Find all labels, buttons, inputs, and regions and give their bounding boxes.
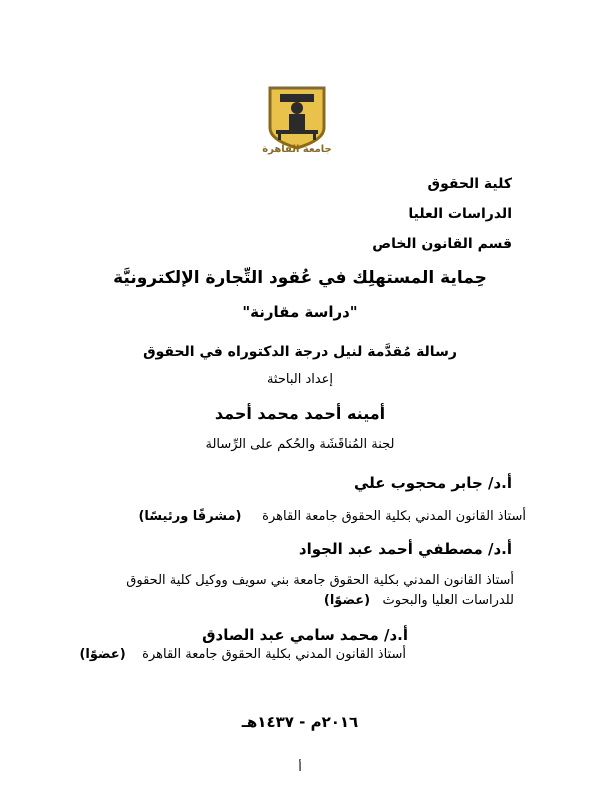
member-position: أستاذ القانون المدني بكلية الحقوق جامعة بني سويف ووكيل كلية الحقوق [126, 573, 514, 588]
committee-member-affiliation [324, 593, 514, 608]
committee-member-affiliation [79, 647, 406, 662]
thesis-date: ٢٠١٦م - ١٤٣٧هـ [241, 713, 359, 731]
department-name: قسم القانون الخاص [372, 236, 512, 252]
member-position: أستاذ القانون المدني بكلية الحقوق جامعة القاهرة [262, 509, 526, 524]
committee-member-name: أ.د/ محمد سامي عبد الصادق [202, 626, 408, 644]
university-logo [262, 84, 332, 160]
thesis-statement: رسالة مُقدَّمة لنيل درجة الدكتوراه في الحقوق [143, 344, 457, 360]
thesis-title: حِماية المستهلِك في عُقود التِّجارة الإلكترونيَّة [113, 268, 487, 288]
member-position-cont: للدراسات العليا والبحوث [382, 593, 514, 608]
member-role: (عضوًا) [323, 593, 371, 608]
page-number: أ [298, 760, 302, 774]
logo-caption: جامعة القاهرة [262, 144, 332, 155]
committee-member-name: أ.د/ مصطفي أحمد عبد الجواد [298, 540, 512, 558]
committee-title: لجنة المُناقَشَة والحُكم على الرِّسالة [205, 437, 395, 452]
author-name: أمينه أحمد محمد أحمد [214, 404, 386, 423]
graduate-studies: الدراسات العليا [408, 206, 512, 222]
thesis-subtitle: "دراسة مقارنة" [242, 303, 358, 321]
member-role: (مشرفًا ورئيسًا) [138, 509, 242, 524]
member-position: أستاذ القانون المدني بكلية الحقوق جامعة القاهرة [142, 647, 406, 662]
member-role: (عضوًا) [79, 647, 126, 662]
committee-member-name: أ.د/ جابر محجوب علي [353, 474, 512, 492]
committee-member-affiliation [138, 509, 526, 524]
faculty-name: كلية الحقوق [427, 176, 512, 192]
prepared-by-label: إعداد الباحثة [266, 372, 334, 387]
